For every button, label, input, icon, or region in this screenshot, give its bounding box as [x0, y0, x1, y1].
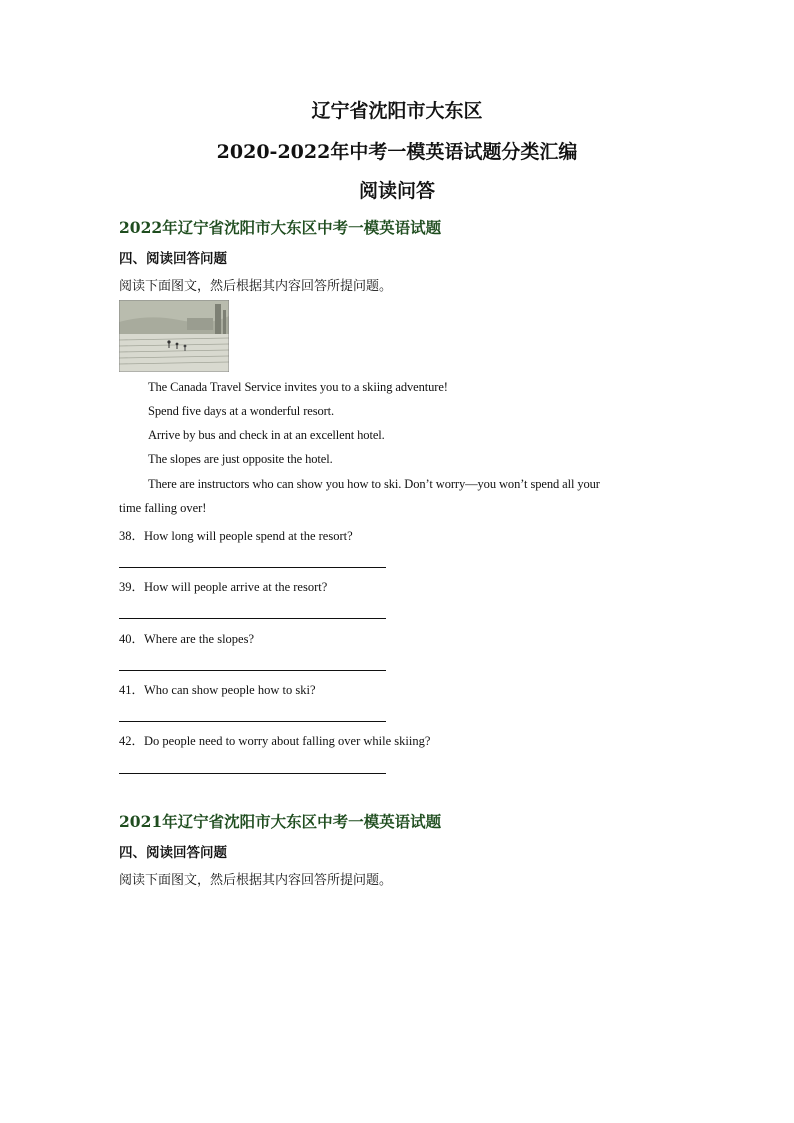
answer-line-40[interactable] — [119, 670, 386, 671]
instruction-2022: 阅读下面图文，然后根据其内容回答所提问题。 — [119, 279, 393, 294]
answer-line-39[interactable] — [119, 618, 386, 619]
section-heading-2022: 2022年辽宁省沈阳市大东区中考一模英语试题 — [119, 218, 442, 237]
doc-title-line1: 辽宁省沈阳市大东区 — [311, 100, 483, 122]
passage-line-5: There are instructors who can show you how to ski. Don’t worry—you won’t spend all your — [148, 477, 600, 491]
passage-line-3: Arrive by bus and check in at an excellent hotel. — [148, 428, 385, 442]
passage-line-5-cont: time falling over! — [119, 501, 207, 515]
answer-line-42[interactable] — [119, 773, 386, 774]
section-heading-2021: 2021年辽宁省沈阳市大东区中考一模英语试题 — [119, 812, 442, 831]
doc-title-line3: 阅读问答 — [358, 180, 435, 202]
passage-line-4: The slopes are just opposite the hotel. — [148, 452, 333, 466]
part-heading-2021: 四、阅读回答问题 — [119, 845, 227, 861]
part-heading-2022: 四、阅读回答问题 — [119, 251, 227, 267]
passage-line-1: The Canada Travel Service invites you to a skiing adventure! — [148, 380, 448, 394]
passage-line-2: Spend five days at a wonderful resort. — [148, 404, 335, 418]
skiing-scene-image — [119, 300, 229, 372]
question-41: 41．Who can show people how to ski? — [119, 683, 316, 697]
question-39: 39．How will people arrive at the resort? — [119, 580, 328, 594]
instruction-2021: 阅读下面图文，然后根据其内容回答所提问题。 — [119, 873, 393, 888]
question-38: 38．How long will people spend at the resort? — [119, 529, 353, 543]
answer-line-41[interactable] — [119, 721, 386, 722]
answer-line-38[interactable] — [119, 567, 386, 568]
question-40: 40．Where are the slopes? — [119, 632, 255, 646]
doc-title-line2: 2020-2022年中考一模英语试题分类汇编 — [216, 141, 578, 163]
question-42: 42．Do people need to worry about falling over while skiing? — [119, 734, 431, 748]
